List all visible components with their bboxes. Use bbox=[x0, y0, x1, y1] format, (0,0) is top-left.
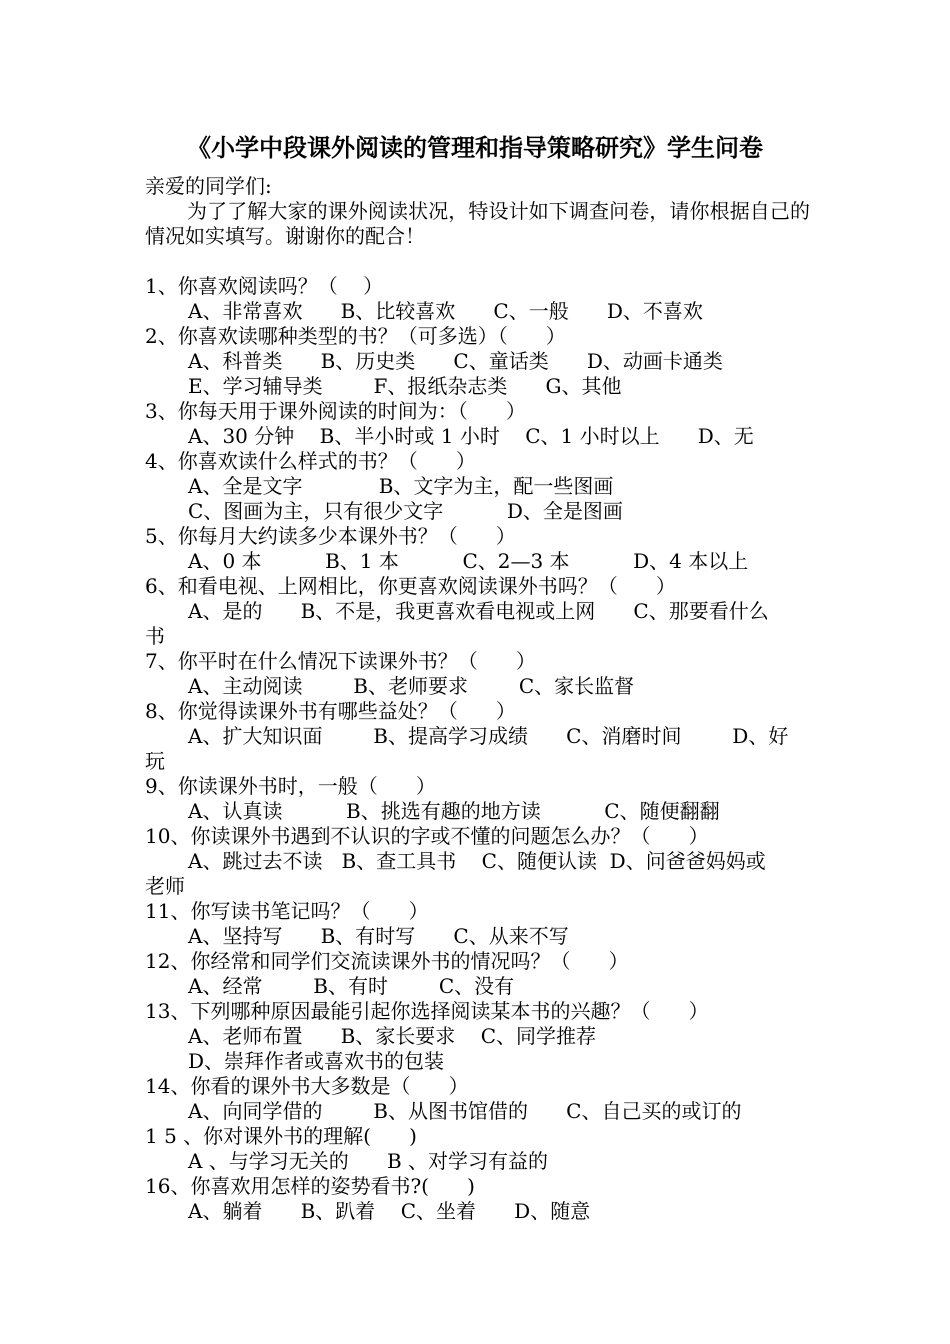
question-6-options-wrap: 书 bbox=[145, 624, 165, 648]
question-2-options-row-2: E、学习辅导类 F、报纸杂志类 G、其他 bbox=[188, 374, 622, 398]
question-13-options-row-1: A、老师布置 B、家长要求 C、同学推荐 bbox=[188, 1024, 597, 1048]
intro-paragraph: 为了了解大家的课外阅读状况，特设计如下调查问卷，请你根据自己的情况如实填写。谢谢你的配合！ bbox=[145, 199, 810, 248]
question-4: 4、你喜欢读什么样式的书？（ ） bbox=[145, 449, 476, 473]
question-16: 16、你喜欢用怎样的姿势看书?( ) bbox=[145, 1174, 475, 1198]
document-title: 《小学中段课外阅读的管理和指导策略研究》学生问卷 bbox=[187, 133, 763, 162]
question-1: 1、你喜欢阅读吗？（ ） bbox=[145, 274, 384, 298]
question-10-options-wrap: 老师 bbox=[145, 874, 185, 898]
greeting: 亲爱的同学们: bbox=[145, 174, 272, 198]
question-11-options: A、坚持写 B、有时写 C、从来不写 bbox=[188, 924, 569, 948]
question-9-options: A、认真读 B、挑选有趣的地方读 C、随便翻翻 bbox=[188, 799, 720, 823]
question-7: 7、你平时在什么情况下读课外书？（ ） bbox=[145, 649, 536, 673]
question-3: 3、你每天用于课外阅读的时间为：（ ） bbox=[145, 399, 526, 423]
question-7-options: A、主动阅读 B、老师要求 C、家长监督 bbox=[188, 674, 635, 698]
question-8: 8、你觉得读课外书有哪些益处？（ ） bbox=[145, 699, 516, 723]
question-16-options: A、躺着 B、趴着 C、坐着 D、随意 bbox=[188, 1199, 591, 1223]
question-15: 1 5 、你对课外书的理解( ) bbox=[145, 1124, 417, 1148]
question-5-options: A、0 本 B、1 本 C、2—3 本 D、4 本以上 bbox=[188, 549, 749, 573]
question-4-options-row-1: A、全是文字 B、文字为主，配一些图画 bbox=[188, 474, 614, 498]
question-15-options: A 、与学习无关的 B 、对学习有益的 bbox=[188, 1149, 548, 1173]
question-6-options: A、是的 B、不是，我更喜欢看电视或上网 C、那要看什么 bbox=[188, 599, 769, 623]
question-2-options-row-1: A、科普类 B、历史类 C、童话类 D、动画卡通类 bbox=[188, 349, 723, 373]
question-12-options: A、经常 B、有时 C、没有 bbox=[188, 974, 515, 998]
question-11: 11、你写读书笔记吗？（ ） bbox=[145, 899, 429, 923]
question-2: 2、你喜欢读哪种类型的书？（可多选）（ ） bbox=[145, 324, 566, 348]
question-14: 14、你看的课外书大多数是（ ） bbox=[145, 1074, 469, 1098]
question-10: 10、你读课外书遇到不认识的字或不懂的问题怎么办？（ ） bbox=[145, 824, 709, 848]
question-5: 5、你每月大约读多少本课外书？（ ） bbox=[145, 524, 516, 548]
question-13-options-row-2: D、崇拜作者或喜欢书的包装 bbox=[188, 1049, 445, 1073]
question-12: 12、你经常和同学们交流读课外书的情况吗？（ ） bbox=[145, 949, 629, 973]
question-8-options-wrap: 玩 bbox=[145, 749, 165, 773]
question-9: 9、你读课外书时，一般（ ） bbox=[145, 774, 436, 798]
question-1-options: A、非常喜欢 B、比较喜欢 C、一般 D、不喜欢 bbox=[188, 299, 703, 323]
question-4-options-row-2: C、图画为主，只有很少文字 D、全是图画 bbox=[188, 499, 623, 523]
question-13: 13、下列哪种原因最能引起你选择阅读某本书的兴趣？（ ） bbox=[145, 999, 709, 1023]
question-6: 6、和看电视、上网相比，你更喜欢阅读课外书吗？（ ） bbox=[145, 574, 676, 598]
question-8-options: A、扩大知识面 B、提高学习成绩 C、消磨时间 D、好 bbox=[188, 724, 789, 748]
question-3-options: A、30 分钟 B、半小时或 1 小时 C、1 小时以上 D、无 bbox=[188, 424, 754, 448]
question-10-options: A、跳过去不读 B、查工具书 C、随便认读 D、问爸爸妈妈或 bbox=[188, 849, 766, 873]
question-14-options: A、向同学借的 B、从图书馆借的 C、自己买的或订的 bbox=[188, 1099, 742, 1123]
